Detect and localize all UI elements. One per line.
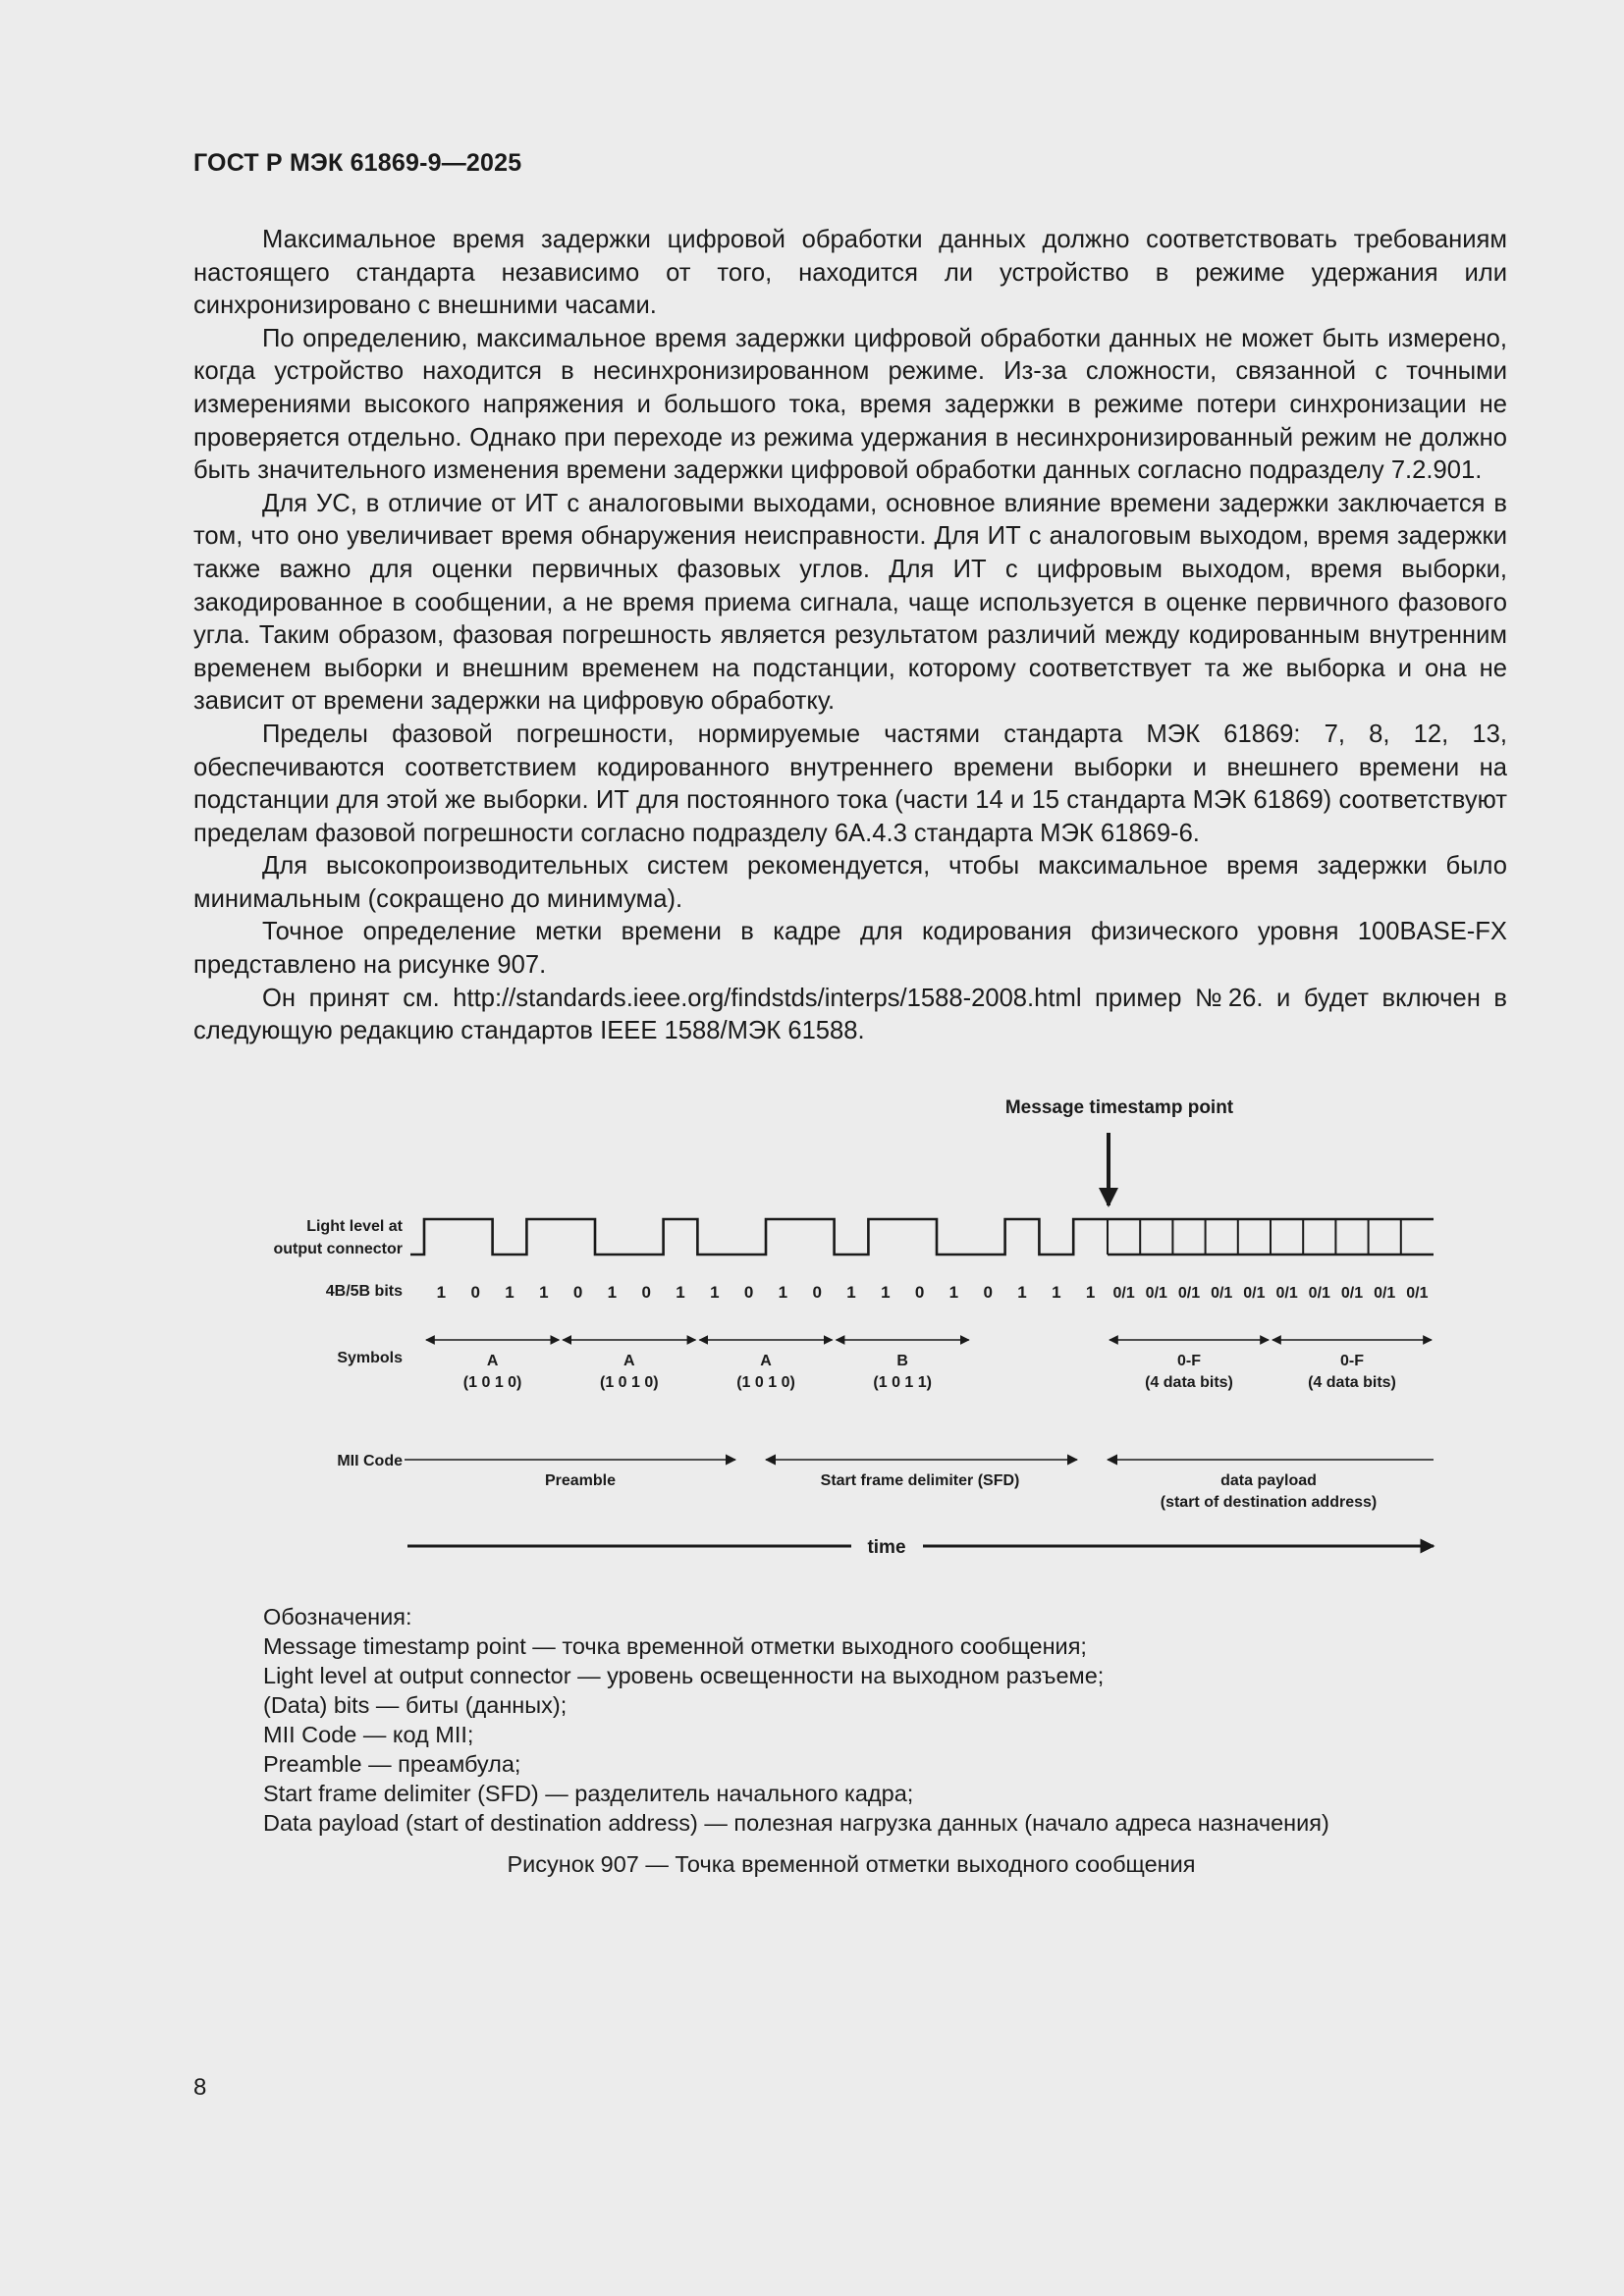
legend-item: MII Code — код MII; xyxy=(263,1722,474,1747)
bit-value: 1 xyxy=(676,1283,685,1302)
mii-code-label: MII Code xyxy=(337,1453,403,1469)
light-level-label: output connector xyxy=(273,1241,403,1257)
time-label: time xyxy=(867,1537,906,1558)
legend-item: Preamble — преамбула; xyxy=(263,1751,521,1777)
body-text xyxy=(193,224,1507,1048)
data-bit-value: 0/1 xyxy=(1112,1285,1135,1302)
symbol-code: (1 0 1 0) xyxy=(600,1374,659,1391)
bit-value: 1 xyxy=(436,1283,447,1302)
preamble-label: Preamble xyxy=(544,1472,617,1489)
payload-label: data payload xyxy=(1220,1472,1317,1489)
paragraph: Он принят см. http://standards.ieee.org/findstds/interps/1588-2008.html пример №26. и будет включен в следующую редакцию стандартов IEEE 1588/МЭК 61588. xyxy=(193,984,1507,1045)
bit-value: 0 xyxy=(641,1283,651,1302)
legend-title: Обозначения: xyxy=(263,1604,412,1629)
data-bit-value: 0/1 xyxy=(1406,1285,1429,1302)
data-bit-value: 0/1 xyxy=(1308,1285,1330,1302)
symbol-name: 0-F xyxy=(1177,1353,1201,1369)
figure-caption: Рисунок 907 — Точка временной отметки выходного сообщения xyxy=(507,1851,1196,1877)
payload-sublabel: (start of destination address) xyxy=(1160,1494,1378,1511)
bit-value: 0 xyxy=(983,1283,993,1302)
bit-value: 0 xyxy=(470,1283,480,1302)
bit-value: 1 xyxy=(607,1283,618,1302)
data-bit-value: 0/1 xyxy=(1211,1285,1233,1302)
waveform-line xyxy=(410,1219,1108,1255)
bit-value: 0 xyxy=(572,1283,583,1302)
symbols-label: Symbols xyxy=(337,1350,403,1366)
legend-item: Message timestamp point — точка временной отметки выходного сообщения; xyxy=(263,1633,1087,1659)
paragraph: Максимальное время задержки цифровой обработки данных должно соответствовать требованиям настоящего стандарта независимо от того, находится ли устройство в режиме удержания или синхронизировано с внешними часами. xyxy=(193,226,1507,320)
light-level-label: Light level at xyxy=(306,1218,403,1235)
document-header: ГОСТ Р МЭК 61869-9—2025 xyxy=(193,149,522,177)
symbol-name: B xyxy=(896,1353,908,1369)
symbol-name: A xyxy=(760,1353,772,1369)
bit-value: 1 xyxy=(846,1283,856,1302)
paragraph: Точное определение метки времени в кадре для кодирования физического уровня 100BASE-FX представлено на рисунке 907. xyxy=(193,918,1507,980)
data-bit-value: 0/1 xyxy=(1243,1285,1266,1302)
bits-row xyxy=(437,1283,1429,1302)
page-number: 8 xyxy=(193,2074,207,2101)
symbol-name: 0-F xyxy=(1340,1353,1364,1369)
light-level-waveform xyxy=(410,1219,1434,1255)
bit-value: 1 xyxy=(948,1283,959,1302)
data-bit-value: 0/1 xyxy=(1340,1285,1364,1302)
symbol-code: (1 0 1 1) xyxy=(873,1374,932,1391)
data-bit-value: 0/1 xyxy=(1177,1285,1201,1302)
timing-diagram-svg xyxy=(0,1090,1624,1580)
paragraph: Пределы фазовой погрешности, нормируемые частями стандарта МЭК 61869: 7, 8, 12, 13, обеспечиваются соответствием кодированного внутреннего времени выборки и внешнего времени на подстанции для этой же выборки. ИТ для постоянного тока (части 14 и 15 стандарта МЭК 61869) соответствуют пределам фазовой погрешности согласно подразделу 6А.4.3 стандарта МЭК 61869-6. xyxy=(193,720,1507,847)
symbol-code: (1 0 1 0) xyxy=(462,1374,522,1391)
legend-item: Data payload (start of destination address) — полезная нагрузка данных (начало адреса назначения) xyxy=(263,1810,1329,1836)
paragraph: Для УС, в отличие от ИТ с аналоговыми выходами, основное влияние времени задержки заключается в том, что оно увеличивает время обнаружения неисправности. Для ИТ с аналоговым выходом, время задержки также важно для оценки первичных фазовых углов. Для ИТ с цифровым выходом, время выборки, закодированное в сообщении, а не время приема сигнала, чаще используется в оценке первичного фазового угла. Таким образом, фазовая погрешность является результатом различий между кодированным внутренним временем выборки и внешним временем на подстанции, которому соответствует та же выборка и она не зависит от времени задержки на цифровую обработку. xyxy=(193,489,1507,716)
legend-item: Start frame delimiter (SFD) — разделитель начального кадра; xyxy=(263,1781,914,1806)
legend-item: (Data) bits — биты (данных); xyxy=(263,1692,568,1718)
symbols-row xyxy=(426,1340,1432,1391)
symbol-name: A xyxy=(623,1353,635,1369)
bit-value: 1 xyxy=(881,1283,891,1302)
symbol-code: (4 data bits) xyxy=(1145,1374,1233,1391)
bit-value: 1 xyxy=(539,1283,549,1302)
paragraph: Для высокопроизводительных систем рекомендуется, чтобы максимальное время задержки было минимальным (сокращено до минимума). xyxy=(193,852,1507,913)
bit-value: 1 xyxy=(710,1283,720,1302)
bit-value: 1 xyxy=(505,1283,514,1302)
legend-item: Light level at output connector — уровень освещенности на выходном разъеме; xyxy=(263,1663,1105,1688)
bit-value: 0 xyxy=(743,1283,754,1302)
bits-label: 4B/5B bits xyxy=(325,1283,403,1300)
symbol-code: (1 0 1 0) xyxy=(736,1374,795,1391)
bit-value: 1 xyxy=(1052,1283,1061,1302)
data-bit-value: 0/1 xyxy=(1145,1285,1167,1302)
legend xyxy=(263,1602,1329,1838)
paragraph: По определению, максимальное время задержки цифровой обработки данных не может быть измерено, когда устройство находится в несинхронизированном режиме. Из-за сложности, связанной с точными измерениями высокого напряжения и большого тока, время задержки в режиме потери синхронизации не проверяется отдельно. Однако при переходе из режима удержания в несинхронизированный режим не должно быть значительного изменения времени задержки цифровой обработки данных согласно подразделу 7.2.901. xyxy=(193,324,1507,485)
data-bit-value: 0/1 xyxy=(1374,1285,1396,1302)
symbol-name: A xyxy=(486,1353,499,1369)
timestamp-point-label: Message timestamp point xyxy=(1004,1097,1234,1118)
symbol-code: (4 data bits) xyxy=(1308,1374,1396,1391)
sfd-label: Start frame delimiter (SFD) xyxy=(820,1472,1020,1489)
bit-value: 1 xyxy=(778,1283,788,1302)
bit-value: 1 xyxy=(1085,1283,1096,1302)
bit-value: 1 xyxy=(1017,1283,1027,1302)
bit-value: 0 xyxy=(812,1283,822,1302)
bit-value: 0 xyxy=(914,1283,925,1302)
timing-diagram xyxy=(0,1090,1624,1580)
data-bit-value: 0/1 xyxy=(1275,1285,1298,1302)
